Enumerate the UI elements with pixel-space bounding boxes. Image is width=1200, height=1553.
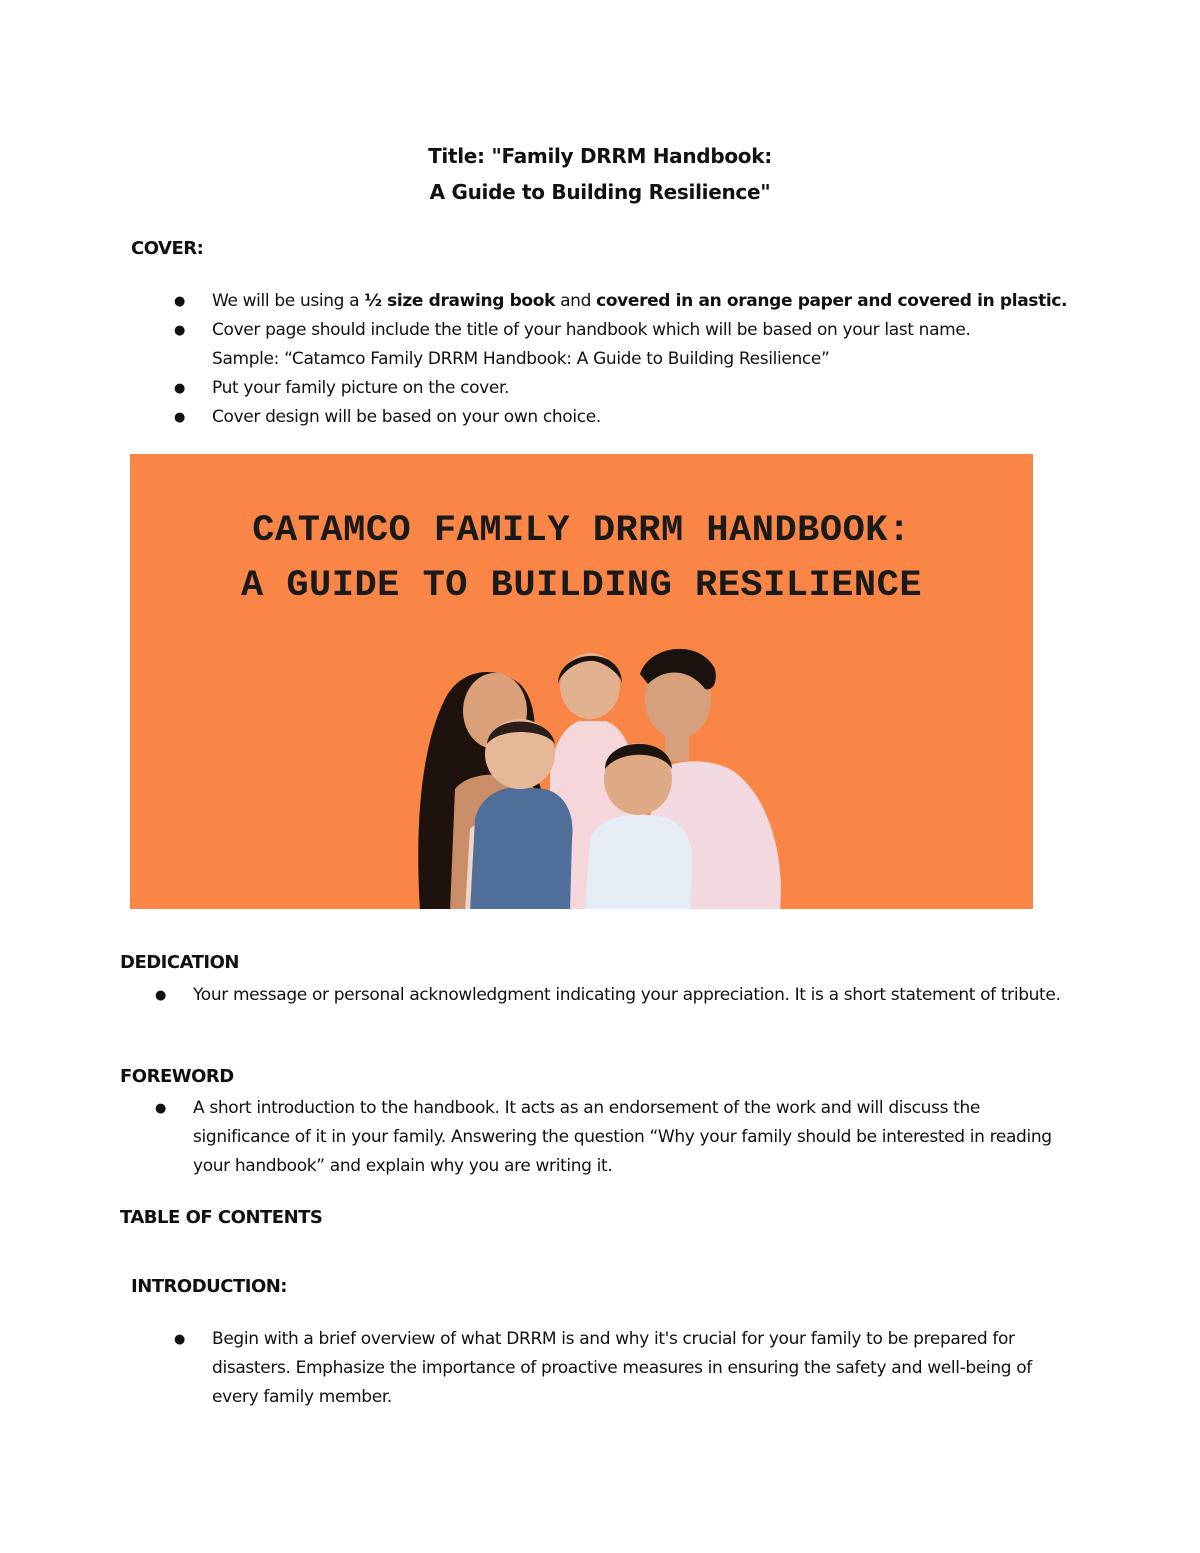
cover-image-title-line-1: CATAMCO FAMILY DRRM HANDBOOK: bbox=[252, 510, 911, 552]
list-item: ● A short introduction to the handbook. It acts as an endorsement of the work and will discuss the significance of it in your family. Answering the question “Why your family should be interested in reading your handbook” and explain why you are writing it. bbox=[155, 1094, 1055, 1181]
list-item: ● Your message or personal acknowledgment indicating your appreciation. It is a short statement of tribute. bbox=[155, 981, 1065, 1010]
bullet-icon bbox=[155, 1094, 193, 1123]
bullet-icon bbox=[174, 316, 212, 345]
list-item: ● Put your family picture on the cover. bbox=[174, 374, 1074, 403]
introduction-list bbox=[174, 1325, 1074, 1412]
document-title-line-1: Title: "Family DRRM Handbook: bbox=[428, 144, 772, 168]
bullet-icon bbox=[155, 981, 193, 1010]
cover-image-title-line-2: A GUIDE TO BUILDING RESILIENCE bbox=[240, 565, 923, 607]
bullet-icon bbox=[174, 403, 212, 432]
dedication-list bbox=[155, 981, 1065, 1010]
document-title-line-2: A Guide to Building Resilience" bbox=[429, 180, 771, 204]
bullet-icon bbox=[174, 1325, 212, 1354]
sample-cover-image bbox=[130, 454, 1033, 909]
foreword-list bbox=[155, 1094, 1055, 1181]
bullet-icon bbox=[174, 287, 212, 316]
cover-list bbox=[174, 287, 1074, 432]
foreword-heading: FOREWORD bbox=[120, 1066, 234, 1087]
list-item: ● Begin with a brief overview of what DRRM is and why it's crucial for your family to be prepared for disasters. Emphasize the importance of proactive measures in ensuring the safety and well-being of every family member. bbox=[174, 1325, 1074, 1412]
list-item: ● Cover design will be based on your own choice. bbox=[174, 403, 1074, 432]
cover-heading: COVER: bbox=[131, 238, 204, 259]
sample-title-text: Sample: “Catamco Family DRRM Handbook: A Guide to Building Resilience” bbox=[212, 349, 830, 369]
toc-heading: TABLE OF CONTENTS bbox=[120, 1207, 323, 1228]
dedication-heading: DEDICATION bbox=[120, 952, 239, 973]
bullet-icon bbox=[174, 374, 212, 403]
family-photo bbox=[400, 629, 790, 909]
list-item: ● We will be using a ½ size drawing book and covered in an orange paper and covered in plastic. bbox=[174, 287, 1074, 316]
list-item: ● Cover page should include the title of your handbook which will be based on your last name. Sample: “Catamco Family DRRM Handbook: A Guide to Building Resilience” bbox=[174, 316, 1074, 374]
introduction-heading: INTRODUCTION: bbox=[131, 1276, 288, 1297]
